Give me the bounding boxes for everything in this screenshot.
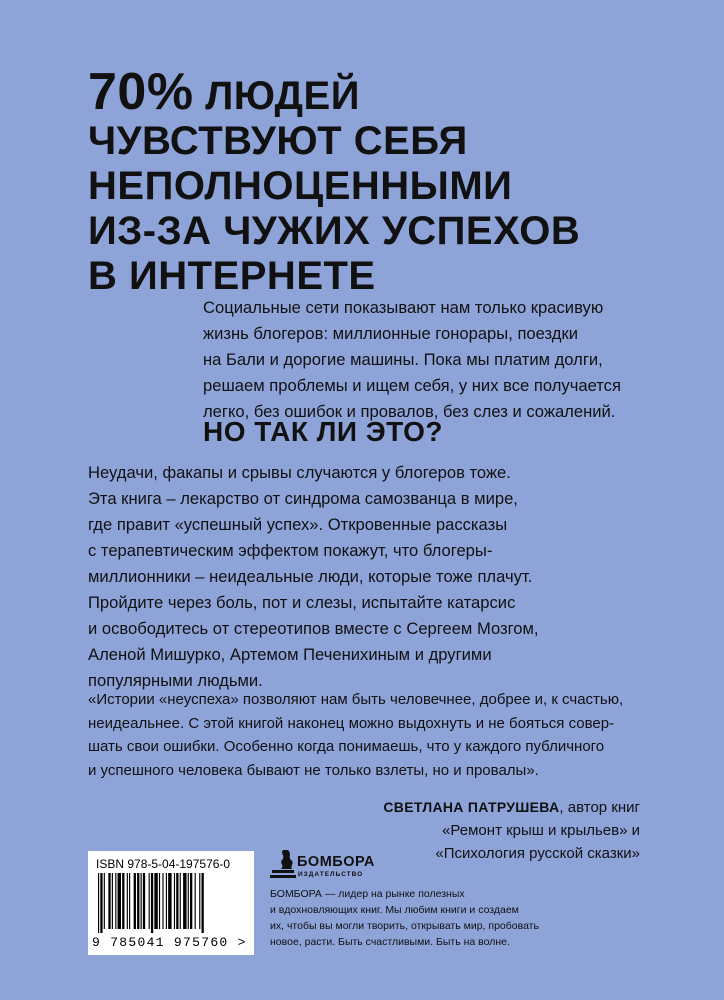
headline-line-3: НЕПОЛНОЦЕННЫМИ — [88, 164, 513, 208]
quote-line: шать свои ошибки. Особенно когда понимаешь, что у каждого публичного — [88, 738, 605, 755]
headline-percent: 70% — [88, 63, 194, 121]
barcode-bars-icon — [96, 873, 246, 933]
headline — [88, 63, 688, 299]
publisher-subtitle: ИЗДАТЕЛЬСТВО — [298, 871, 364, 878]
body-line: Неудачи, факапы и срывы случаются у блогеров тоже. — [88, 463, 511, 482]
barcode-digits: 9 785041 975760 > — [92, 935, 247, 950]
publisher-desc-line: их, чтобы вы могли творить, открывать мир, пробовать — [270, 920, 539, 932]
body-line: миллионники – неидеальные люди, которые тоже плачут. — [88, 567, 533, 586]
author-role: , автор книг — [559, 799, 640, 816]
body-paragraph — [88, 460, 688, 694]
author-name: СВЕТЛАНА ПАТРУШЕВА — [383, 799, 560, 815]
publisher-desc-line: новое, расти. Быть счастливыми. Быть на волне. — [270, 936, 510, 948]
publisher-logo — [270, 848, 400, 884]
body-line: Пройдите через боль, пот и слезы, испытайте катарсис — [88, 593, 516, 612]
publisher-description — [270, 886, 630, 950]
body-line: популярными людьми. — [88, 671, 263, 690]
bombora-mark-icon — [270, 848, 296, 882]
author-book-1: «Ремонт крыш и крыльев» и — [442, 822, 640, 839]
body-line: где правит «успешный успех». Откровенные рассказы — [88, 515, 508, 534]
quote-line: и успешного человека бывают не только взлеты, но и провалы». — [88, 761, 539, 779]
testimonial-quote — [88, 688, 708, 782]
quote-line: неидеальнее. С этой книгой наконец можно выдохнуть и не бояться совер- — [88, 714, 615, 732]
intro-line: решаем проблемы и ищем себя, у них все получается — [203, 376, 621, 395]
quote-attribution — [383, 796, 640, 865]
headline-first-rest: ЛЮДЕЙ — [193, 74, 360, 118]
question-heading: НО ТАК ЛИ ЭТО? — [203, 416, 443, 447]
intro-line: жизнь блогеров: миллионные гонорары, поездки — [203, 324, 578, 343]
quote-line: «Истории «неуспеха» позволяют нам быть человечнее, добрее и, к счастью, — [88, 691, 624, 708]
body-line: и освободитесь от стереотипов вместе с Сергеем Мозгом, — [88, 619, 539, 638]
intro-line: Социальные сети показывают нам только красивую — [203, 298, 604, 317]
intro-paragraph — [203, 295, 703, 425]
body-line: Аленой Мишурко, Артемом Печенихиным и другими — [88, 645, 492, 664]
author-book-2: «Психология русской сказки» — [435, 845, 640, 862]
headline-line-4: ИЗ-ЗА ЧУЖИХ УСПЕХОВ — [88, 209, 581, 253]
publisher-desc-line: БОМБОРА — лидер на рынке полезных — [270, 888, 465, 900]
publisher-name: БОМБОРА — [297, 854, 375, 870]
headline-line-5: В ИНТЕРНЕТЕ — [88, 254, 376, 298]
isbn-number: ISBN 978-5-04-197576-0 — [96, 857, 231, 871]
attribution-line-1 — [383, 796, 640, 819]
body-line: Эта книга – лекарство от синдрома самозванца в мире, — [88, 489, 518, 508]
headline-line-2: ЧУВСТВУЮТ СЕБЯ — [88, 119, 468, 163]
intro-line: легко, без ошибок и провалов, без слез и сожалений. — [203, 402, 616, 421]
headline-line-1 — [88, 63, 688, 121]
isbn-barcode — [88, 851, 254, 955]
intro-line: на Бали и дорогие машины. Пока мы платим долги, — [203, 350, 603, 369]
body-line: с терапевтическим эффектом покажут, что блогеры- — [88, 541, 493, 560]
publisher-desc-line: и вдохновляющих книг. Мы любим книги и создаем — [270, 904, 519, 916]
